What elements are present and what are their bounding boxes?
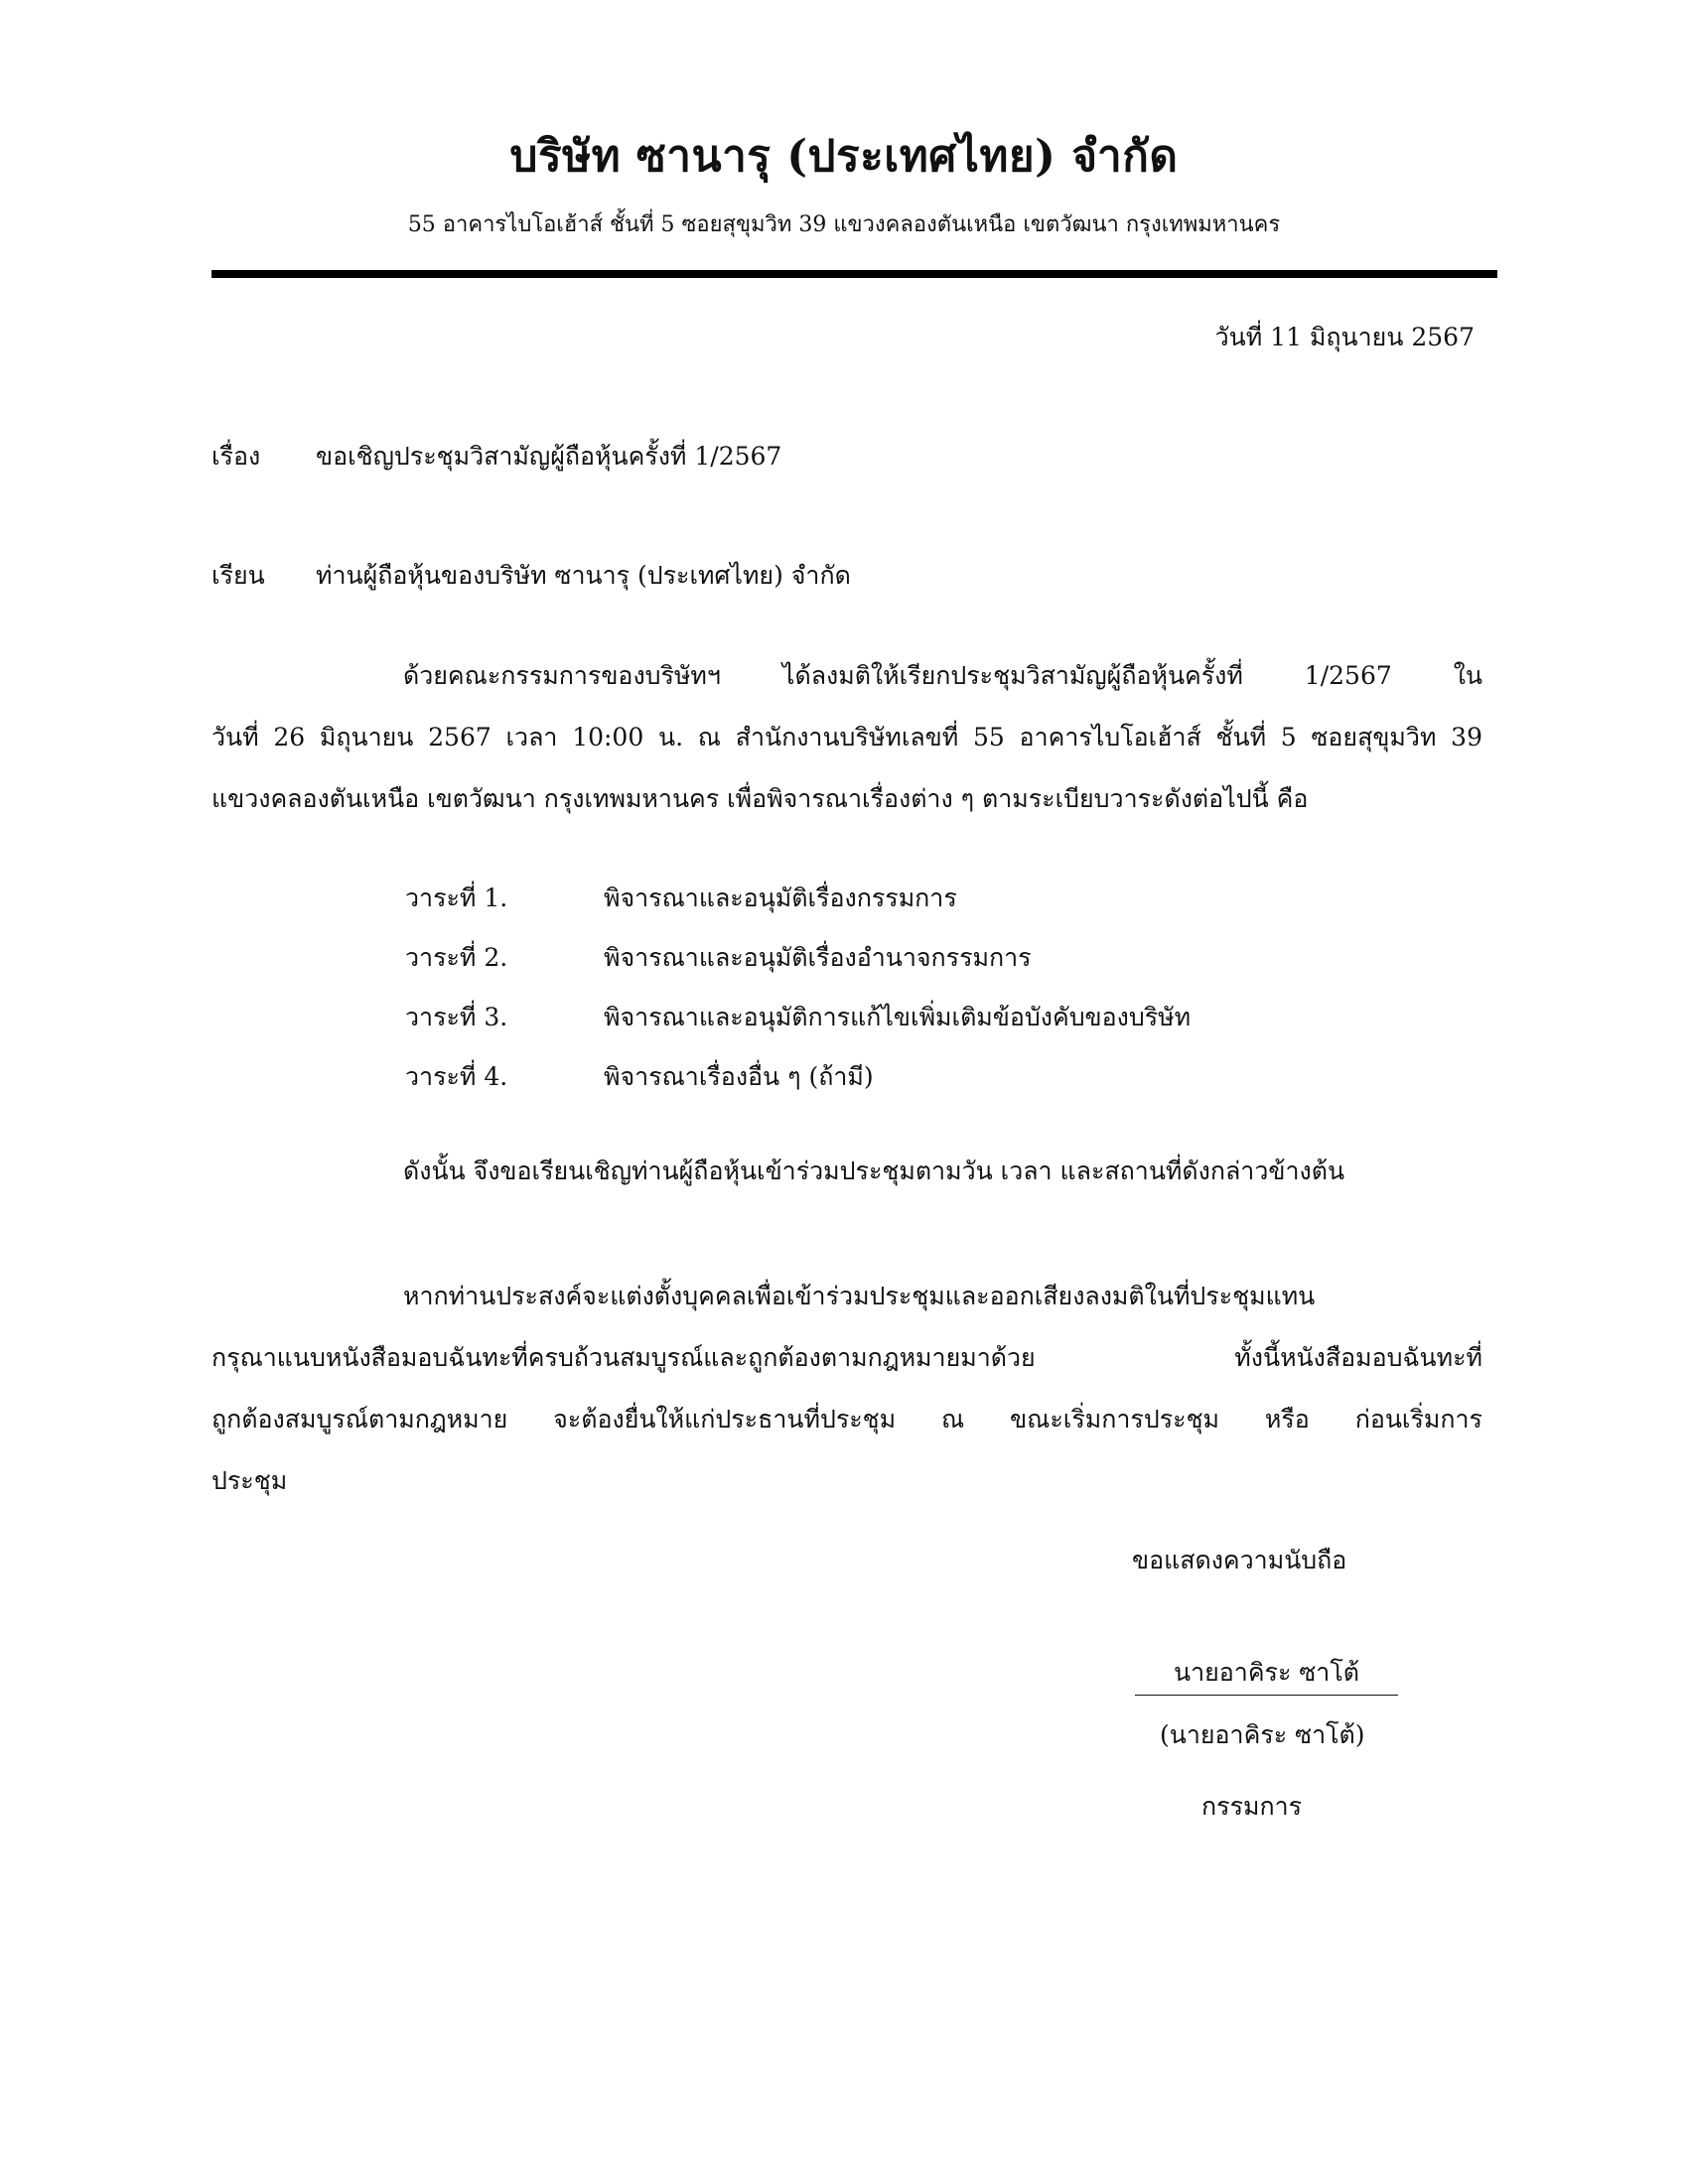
closing-salutation: ขอแสดงความนับถือ <box>1132 1546 1347 1574</box>
agenda-number: วาระที่ 4. <box>405 1062 508 1091</box>
subject-text: ขอเชิญประชุมวิสามัญผู้ถือหุ้นครั้งที่ 1/2567 <box>316 442 782 471</box>
recipient-label: เรียน <box>211 561 265 590</box>
agenda-item <box>405 928 1191 988</box>
body-paragraph-3 <box>211 1266 1482 1512</box>
paragraph-line: วันที่ 26 มิถุนายน 2567 เวลา 10:00 น. ณ สำนักงานบริษัทเลขที่ 55 อาคารไบโอเฮ้าส์ ชั้นที่ 5 ซอยสุขุมวิท 39 <box>211 723 1482 751</box>
agenda-item <box>405 988 1191 1047</box>
paragraph-line: ด้วยคณะกรรมการของบริษัทฯ ได้ลงมติให้เรียกประชุมวิสามัญผู้ถือหุ้นครั้งที่ 1/2567 ใน <box>403 661 1482 690</box>
body-paragraph-1 <box>211 645 1482 830</box>
company-address: 55 อาคารไบโอเฮ้าส์ ชั้นที่ 5 ซอยสุขุมวิท 39 แขวงคลองตันเหนือ เขตวัฒนา กรุงเทพมหานคร <box>407 212 1281 237</box>
signatory-title: กรรมการ <box>1201 1792 1303 1821</box>
subject-row <box>211 437 781 477</box>
agenda-number: วาระที่ 3. <box>405 1003 508 1031</box>
recipient-text: ท่านผู้ถือหุ้นของบริษัท ซานารุ (ประเทศไทย) จำกัด <box>316 561 851 590</box>
company-name: บริษัท ซานารุ (ประเทศไทย) จำกัด <box>509 131 1179 182</box>
agenda-text: พิจารณาและอนุมัติเรื่องกรรมการ <box>604 884 957 912</box>
body-paragraph-2: ดังนั้น จึงขอเรียนเชิญท่านผู้ถือหุ้นเข้าร่วมประชุมตามวัน เวลา และสถานที่ดังกล่าวข้างต้น <box>403 1157 1345 1185</box>
agenda-item <box>405 869 1191 928</box>
paragraph-line: ประชุม <box>211 1466 288 1495</box>
subject-label: เรื่อง <box>211 442 261 471</box>
agenda-item <box>405 1047 1191 1107</box>
agenda-list <box>405 869 1191 1107</box>
header-divider <box>211 270 1497 278</box>
signature-line: นายอาคิระ ซาโต้ <box>1135 1653 1398 1696</box>
signatory-name: (นายอาคิระ ซาโต้) <box>1160 1720 1365 1749</box>
letter-date: วันที่ 11 มิถุนายน 2567 <box>1214 323 1475 351</box>
agenda-number: วาระที่ 1. <box>405 884 508 912</box>
agenda-text: พิจารณาและอนุมัติการแก้ไขเพิ่มเติมข้อบังคับของบริษัท <box>604 1003 1192 1031</box>
paragraph-line: ถูกต้องสมบูรณ์ตามกฎหมาย จะต้องยื่นให้แก่ประธานที่ประชุม ณ ขณะเริ่มการประชุม หรือ ก่อนเริ่มการ <box>211 1405 1482 1433</box>
recipient-row <box>211 556 851 596</box>
agenda-number: วาระที่ 2. <box>405 943 508 972</box>
paragraph-line: แขวงคลองตันเหนือ เขตวัฒนา กรุงเทพมหานคร เพื่อพิจารณาเรื่องต่าง ๆ ตามระเบียบวาระดังต่อไปนี้ คือ <box>211 784 1309 813</box>
agenda-text: พิจารณาเรื่องอื่น ๆ (ถ้ามี) <box>604 1062 874 1091</box>
agenda-text: พิจารณาและอนุมัติเรื่องอำนาจกรรมการ <box>604 943 1032 972</box>
paragraph-line: หากท่านประสงค์จะแต่งตั้งบุคคลเพื่อเข้าร่วมประชุมและออกเสียงลงมติในที่ประชุมแทน <box>403 1282 1316 1310</box>
paragraph-line: กรุณาแนบหนังสือมอบฉันทะที่ครบถ้วนสมบูรณ์และถูกต้องตามกฎหมายมาด้วย ทั้งนี้หนังสือมอบฉันทะที่ <box>211 1343 1482 1372</box>
